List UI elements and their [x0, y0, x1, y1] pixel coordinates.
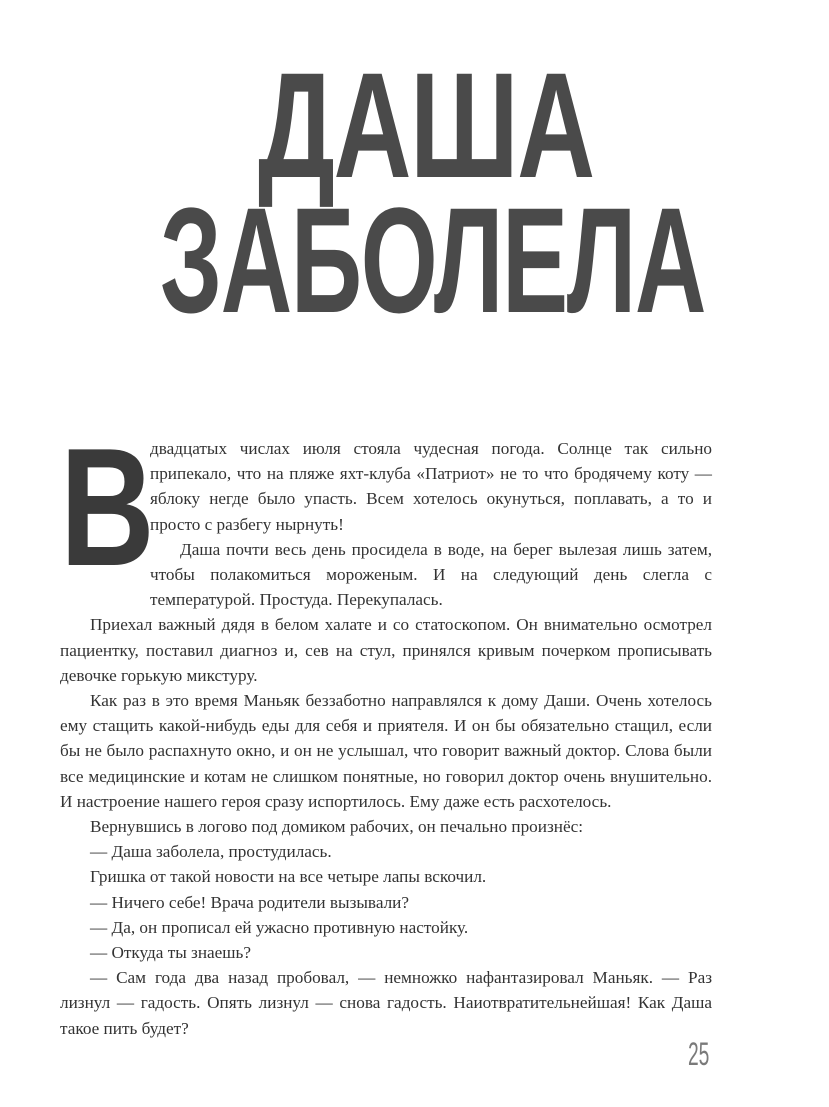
- chapter-title-line-2: ЗАБОЛЕЛА: [160, 176, 706, 344]
- chapter-title-line-1: ДАША: [258, 41, 594, 209]
- dialogue-line: — Ничего себе! Врача родители вызывали?: [90, 892, 409, 912]
- paragraph: Даша почти весь день просидела в воде, на берег вылезая лишь затем, чтобы полакомиться мороженым. И на следующий день слегла с температурой. Простуда. Перекупалась.: [150, 539, 712, 610]
- dialogue-line: — Откуда ты знаешь?: [90, 943, 251, 963]
- page-number: 25: [688, 1036, 710, 1072]
- paragraph: Как раз в это время Маньяк беззаботно направлялся к дому Даши. Очень хотелось ему стащить какой-нибудь еды для себя и приятеля. И он бы обязательно стащил, если бы не было распахнуто окно, и он не услышал, что говорит важный доктор. Слова были все медицинские и котам не слишком понятные, но говорил доктор очень внушительно. И настроение нашего героя сразу испортилось. Ему даже есть расхотелось.: [60, 691, 712, 811]
- paragraph: Вернувшись в логово под домиком рабочих, он печально произнёс:: [90, 817, 583, 837]
- dialogue-line: — Сам года два назад пробовал, — немножко нафантазировал Маньяк. — Раз лизнул — гадость. Опять лизнул — снова гадость. Наиотвратительнейшая! Как Даша такое пить будет?: [60, 968, 712, 1038]
- paragraph: Приехал важный дядя в белом халате и со статоскопом. Он внимательно осмотрел пациентку, поставил диагноз и, сев на стул, принялся кривым почерком прописывать девочке горькую микстуру.: [60, 615, 712, 685]
- drop-cap: В: [60, 413, 155, 601]
- dialogue-line: — Даша заболела, простудилась.: [90, 842, 332, 862]
- chapter-text: [60, 413, 712, 1041]
- dialogue-line: — Да, он прописал ей ужасно противную настойку.: [90, 917, 469, 937]
- paragraph: двадцатых числах июля стояла чудесная погода. Солнце так сильно припекало, что на пляже яхт-клуба «Патриот» не то что бродячему коту — яблоку негде было упасть. Всем хотелось окунуться, поплавать, а то и просто с разбегу нырнуть!: [150, 439, 712, 534]
- chapter-title: [150, 40, 706, 344]
- paragraph: Гришка от такой новости на все четыре лапы вскочил.: [90, 867, 487, 887]
